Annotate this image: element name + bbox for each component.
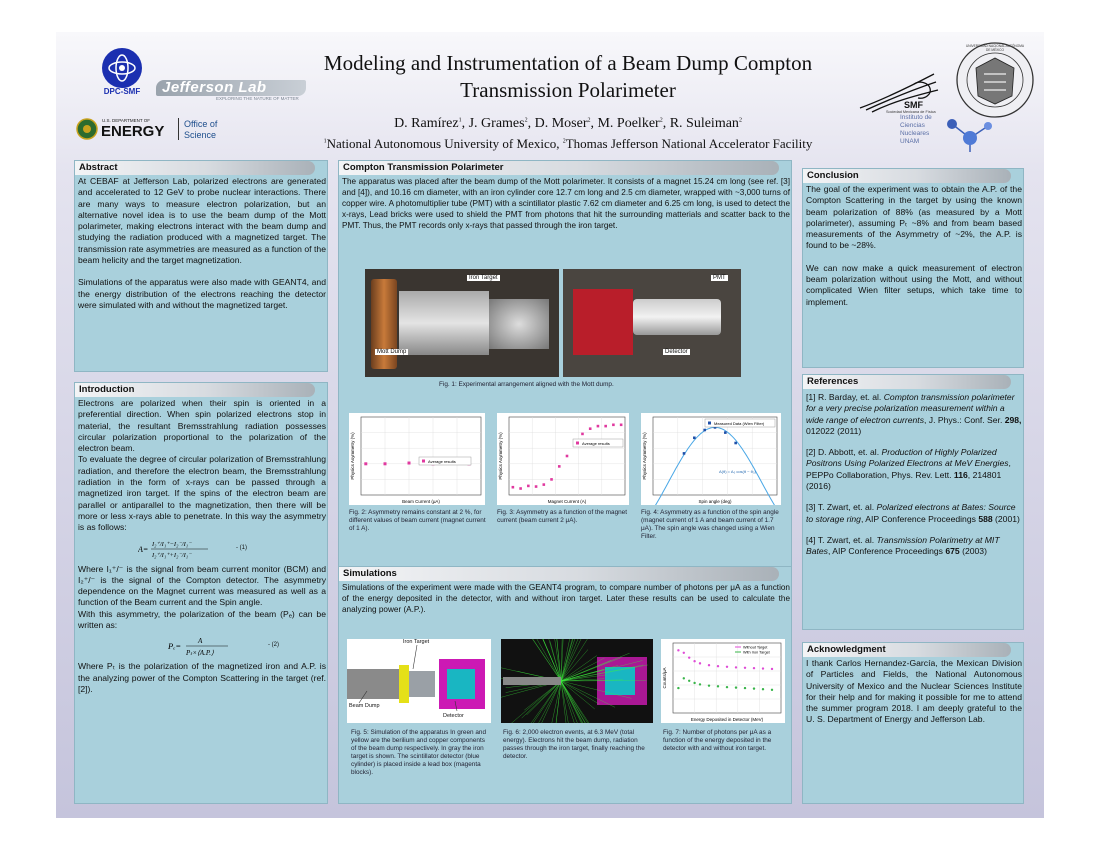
data-point	[708, 664, 710, 666]
fig5-iron-label: Iron Target	[403, 639, 430, 645]
conclusion-heading: Conclusion	[803, 169, 1011, 183]
compton-heading: Compton Transmission Polarimeter	[339, 161, 779, 175]
data-point	[408, 462, 411, 465]
equation-2	[78, 633, 326, 659]
doe-science-text: Science	[184, 130, 217, 140]
smf-logo	[852, 70, 942, 116]
data-point	[744, 687, 746, 689]
legend-marker	[708, 422, 711, 425]
legend-label: Average results	[428, 459, 456, 464]
abstract-panel	[74, 160, 328, 372]
acknowledgment-text: I thank Carlos Hernandez-García, the Mexican Division of Particles and Fields, the National Autonomous University of Mexico and the Nuclear Sciences Institute for their help and for making it possible for me to attend the summer program 2018. I am deeply grateful to the U. S. Department of Energy and Jefferson Lab.	[806, 658, 1022, 725]
legend-label: With Iron Target	[743, 650, 770, 655]
particle-track	[521, 681, 561, 723]
particle-track	[527, 681, 561, 715]
unam-seal-icon	[954, 40, 1036, 120]
intro-paragraph-1: Electrons are polarized when their spin is oriented in a preferential direction. When spin polarized electrons stop in material, the resultant Bremsstrahlung radiation possesses circular polarization proportional to the polarization of the electron beam.	[78, 398, 326, 454]
fit-label: A(θ) = A₀ cos(θ − θ₀)	[719, 469, 756, 474]
mott-dump-label: Mott Dump	[377, 349, 407, 355]
photo-detector	[563, 269, 741, 377]
data-point	[683, 452, 686, 455]
legend-marker	[422, 460, 425, 463]
intro-paragraph-5: Where Pₜ is the polarization of the magnetized iron and A.P. is the analyzing power of the Compton Scattering in the target (ref. [2]).	[78, 661, 326, 694]
author-5: R. Suleiman$^2$	[669, 116, 742, 131]
conclusion-paragraph-1: The goal of the experiment was to obtain the A.P. of the Compton Scattering in the target by using the known beam polarization of 88% (as measured by a Mott polarimeter), assuming Pₜ ~8% and from beam based measurements of the Asymmetry of ~2%, the A.P. is found to be ~28%.	[806, 184, 1022, 251]
data-point	[735, 686, 737, 688]
introduction-panel	[74, 382, 328, 804]
fig6-caption: Fig. 6: 2,000 electron events, at 6.3 MeV (total energy). Electrons hit the beam dump, radiation passes through the iron target, finally reaching the detector.	[503, 729, 645, 760]
smf-logo-subtext: Sociedad Mexicana de Física	[886, 110, 936, 114]
reference-item-4[interactable]: [4] T. Zwart, et. al. Transmission Polarimetry at MIT Bates, AIP Conference Proceedings 675 (2003)	[806, 534, 1000, 557]
simulations-panel	[338, 566, 792, 804]
data-point	[708, 684, 710, 686]
legend-marker	[576, 442, 579, 445]
data-point	[724, 431, 727, 434]
data-point	[512, 486, 515, 489]
fig7-caption: Fig. 7: Number of photons per μA as a function of the energy deposited in the detector with and without iron target.	[663, 729, 772, 752]
author-3: D. Moser$^2$,	[534, 116, 598, 131]
equation-2-label: - (2)	[268, 642, 279, 649]
data-point	[384, 462, 387, 465]
dpc-smf-logo	[94, 46, 150, 98]
particle-track	[561, 639, 603, 681]
author-4: M. Poelker$^2$,	[597, 116, 670, 131]
jlab-logo-subtext: EXPLORING THE NATURE OF MATTER	[216, 96, 299, 101]
data-point	[558, 465, 561, 468]
fig3-plot	[497, 413, 629, 505]
reference-item-3[interactable]: [3] T. Zwart, et. al. Polarized electrons at Bates: Source to storage ring, AIP Conference Proceedings 588 (2001)	[806, 502, 1020, 524]
svg-text:Pₜ×⟨A.P.⟩: Pₜ×⟨A.P.⟩	[186, 649, 214, 658]
particle-track	[518, 639, 561, 681]
poster-title	[268, 50, 868, 104]
data-point	[771, 689, 773, 691]
conclusion-panel	[802, 168, 1024, 368]
doe-small-text: U.S. DEPARTMENT OF	[102, 118, 151, 123]
data-point	[677, 687, 679, 689]
icn-logo	[900, 114, 1010, 156]
data-point	[597, 425, 600, 428]
iron-target-label: Iron Target	[469, 275, 498, 281]
simulations-text: Simulations of the experiment were made with the GEANT4 program, to compare number of photons per μA as a function of the energy deposited in the detector, with and without iron target. Later these results can be used to calculate the analyzing power (A.P.).	[342, 583, 790, 614]
jlab-logo-text: Jefferson Lab	[162, 79, 267, 96]
fig4-chart	[641, 413, 781, 505]
data-point	[735, 666, 737, 668]
data-point	[726, 686, 728, 688]
conclusion-paragraph-2: We can now make a quick measurement of electron beam polarization without using the Mott, and without complicated Wien filter setups, which take time to implement.	[806, 262, 1022, 307]
intro-paragraph-3: Where I₁⁺/⁻ is the signal from beam current monitor (BCM) and I₂⁺/⁻ is the signal of the Compton detector. The asymmetry dependence on the Magnet current was measured as well as a function of the Beam current and the Spin angle.	[78, 563, 326, 608]
data-point	[589, 427, 592, 430]
x-axis-label: Magnet Current (A)	[547, 499, 587, 504]
simulations-heading: Simulations	[339, 567, 779, 581]
icn-molecule-icon	[940, 114, 1000, 154]
pmt-label: PMT	[713, 275, 726, 281]
svg-text:A=: A=	[138, 544, 149, 554]
title-line-1: Modeling and Instrumentation of a Beam Dump Compton	[323, 51, 813, 75]
smf-logo-text: SMF	[904, 100, 923, 110]
unam-seal	[954, 40, 1036, 120]
data-point	[683, 677, 685, 679]
particle-track	[561, 681, 597, 723]
affiliations: $^1$National Autonomous University of Mexico, $^2$Thomas Jefferson National Accelerator Facility	[323, 136, 813, 151]
acknowledgment-panel	[802, 642, 1024, 804]
data-point	[364, 462, 367, 465]
references-panel	[802, 374, 1024, 630]
fig4-caption: Fig. 4: Asymmetry as a function of the spin angle (magnet current of 1 A and beam current of 1.7 μA). The spin angle was changed using a Wien Filter.	[641, 509, 779, 540]
data-point	[550, 478, 553, 481]
data-point	[604, 425, 607, 428]
fig7-plot	[661, 639, 785, 723]
data-point	[693, 660, 695, 662]
abstract-paragraph-1: At CEBAF at Jefferson Lab, polarized electrons are generated and accelerated to 12 GeV to probe nuclear interactions. There are many ways to measure electron polarization, but an alternative novel idea is to use the beam dump of the Mott polarimeter, making electrons interact with the beam dump and studying the radiation produced with a magnetized target. The transmission rate asymmetries are measured as a function of the beam helicity and the target magnetization.	[78, 176, 326, 266]
data-point	[699, 662, 701, 664]
fig6-image	[501, 639, 653, 723]
x-axis-label: Energy Deposited in Detector (MeV)	[690, 717, 764, 722]
data-point	[519, 487, 522, 490]
fig3-chart	[497, 413, 629, 505]
introduction-text	[78, 398, 326, 695]
fig3-caption: Fig. 3: Asymmetry as a function of the magnet current (beam current 2 μA).	[497, 509, 628, 524]
icn-text-4: UNAM	[900, 138, 920, 145]
fig2-plot	[349, 413, 485, 505]
particle-track	[561, 650, 588, 681]
fig6-tracks-render	[501, 639, 653, 723]
author-2: J. Grames$^2$,	[468, 116, 535, 131]
data-point	[699, 683, 701, 685]
introduction-heading: Introduction	[75, 383, 315, 397]
doe-divider	[178, 118, 179, 140]
data-point	[744, 667, 746, 669]
references-heading: References	[803, 375, 1011, 389]
y-axis-label: Counts/μA	[662, 667, 667, 689]
author-list	[268, 116, 868, 132]
data-point	[693, 682, 695, 684]
fig7-chart	[661, 639, 785, 723]
data-point	[688, 680, 690, 682]
data-point	[753, 687, 755, 689]
data-point	[693, 437, 696, 440]
data-point	[581, 433, 584, 436]
fig2-chart	[349, 413, 485, 505]
icn-text-1: Instituto de	[900, 114, 932, 121]
intro-paragraph-4: With this asymmetry, the polarization of the beam (Pₑ) can be written as:	[78, 608, 326, 631]
data-point	[620, 424, 623, 427]
intro-paragraph-2: To evaluate the degree of circular polarization of Bremsstrahlung radiation, and therefore the electron beam, the Bremsstrahlung radiation in the form of x-rays can be passed through a magnetized iron target. If the spins of the electron beam are parallel or antiparallel to the magnetization, then there will be more or less x-rays able to penetrate. In this way the asymmetry is as follows:	[78, 454, 326, 533]
particle-track	[530, 639, 561, 681]
abstract-heading: Abstract	[75, 161, 315, 175]
equation-1	[78, 536, 326, 562]
data-point	[543, 483, 546, 486]
particle-track	[561, 681, 594, 723]
conclusion-text	[806, 184, 1022, 319]
svg-text:Pₑ=: Pₑ=	[168, 641, 182, 652]
acknowledgment-heading: Acknowledgment	[803, 643, 1011, 657]
svg-text:I₂⁺/I₁⁺−I₂⁻/I₁⁻: I₂⁺/I₁⁺−I₂⁻/I₁⁻	[152, 540, 192, 548]
data-point	[683, 652, 685, 654]
abstract-text	[78, 176, 326, 322]
data-point	[762, 688, 764, 690]
data-point	[726, 666, 728, 668]
fig5-caption: Fig. 5: Simulation of the apparatus In green and yellow are the berilium and copper components of the beam dump respectively. In gray the iron target is shown. The scintillator detector (blue cylinder) is placed inside a lead box (magenta blocks).	[351, 729, 486, 776]
beam-dump-shape	[503, 677, 561, 685]
abstract-paragraph-2: Simulations of the apparatus were also made with GEANT4, and the energy distribution of the electrons reaching the detector were simulated with and without the magnetized target.	[78, 277, 326, 310]
y-axis-label: Physics Asymmetry (%)	[350, 432, 355, 480]
doe-energy-text: ENERGY	[101, 123, 165, 140]
compton-text: The apparatus was placed after the beam dump of the Mott polarimeter. It consists of a magnet 15.24 cm long (see ref. [3] and [4]), and 10.16 cm diameter, with an iron cylinder core 12.7 cm long and 2.5 cm diameter, wrapped with ~3,000 turns of copper wire. A photomultiplier tube (PMT) with a scintillator plastic 7.62 cm diameter and 6.25 cm long, is used to detect the x-rays, Lead bricks were used to shield the PMT from photons that hit the surrounding matterials and scatter back to the PMT. Thus, the PMT records only x-rays that passed through the iron target.	[342, 177, 790, 230]
fig5-dump-label: Beam Dump	[349, 703, 380, 709]
y-axis-label: Physics Asymmetry (%)	[642, 432, 647, 480]
fig5-image	[347, 639, 491, 723]
x-axis-label: Beam Current (μA)	[402, 499, 440, 504]
detector-label: Detector	[665, 349, 688, 355]
y-axis-label: Physics Asymmetry (%)	[498, 432, 503, 480]
particle-track	[561, 681, 594, 723]
doe-seal-icon	[76, 118, 98, 140]
data-point	[688, 656, 690, 658]
reference-item-1[interactable]: [1] R. Barday, et. al. Compton transmission polarimeter for a very precise polarization measurement within a wide range of electron currents, J. Phys.: Conf. Ser. 298, 012022 (2011)	[806, 392, 1022, 436]
photo-mott-dump	[365, 269, 559, 377]
data-point	[753, 667, 755, 669]
data-point	[734, 442, 737, 445]
poster	[56, 32, 1044, 818]
doe-office-text: Office of	[184, 119, 218, 129]
data-point	[527, 485, 530, 488]
icn-text-2: Ciencias	[900, 122, 925, 129]
svg-text:A: A	[198, 637, 203, 646]
data-point	[762, 667, 764, 669]
particle-track	[522, 681, 561, 718]
icn-text-3: Nucleares	[900, 130, 930, 137]
data-point	[566, 455, 569, 458]
data-point	[717, 685, 719, 687]
fig5-simulation-render	[347, 639, 491, 723]
plot-frame	[361, 417, 481, 495]
data-point	[677, 649, 679, 651]
doe-logo	[76, 116, 246, 144]
data-point	[535, 485, 538, 488]
fig5-detector-label: Detector	[443, 713, 464, 719]
fig2-caption: Fig. 2: Asymmetry remains constant at 2 %, for different values of beam current (magnet current of 1 A).	[349, 509, 486, 532]
particle-track	[547, 681, 561, 723]
data-point	[717, 665, 719, 667]
particle-track	[550, 641, 561, 681]
data-point	[612, 424, 615, 427]
data-point	[771, 668, 773, 670]
fig1-caption: Fig. 1: Experimental arrangement aligned with the Mott dump.	[439, 381, 614, 388]
legend-label: Average results	[582, 441, 610, 446]
particle-track	[520, 681, 561, 723]
title-line-2: Transmission Polarimeter	[460, 78, 676, 102]
data-point	[703, 429, 706, 432]
dpc-logo-text: DPC-SMF	[103, 87, 141, 96]
particle-track	[552, 639, 561, 681]
author-1: D. Ramírez$^1$,	[394, 116, 469, 131]
plot-frame	[653, 417, 777, 495]
svg-text:I₂⁺/I₁⁺+I₂⁻/I₁⁻: I₂⁺/I₁⁺+I₂⁻/I₁⁻	[152, 551, 192, 559]
unam-ring-text: UNIVERSIDAD NACIONAL AUTÓNOMA DE MÉXICO	[966, 44, 1024, 52]
x-axis-label: Spin angle (deg)	[698, 499, 732, 504]
equation-1-label: - (1)	[236, 544, 247, 551]
fig4-plot	[641, 413, 781, 505]
reference-item-2[interactable]: [2] D. Abbott, et. al. Production of Highly Polarized Positrons Using Polarized Electrons at MeV Energies, PEPPo Collaboration, Phys. Rev. Lett. 116, 214801 (2016)	[806, 447, 1011, 492]
references-list	[806, 392, 1022, 568]
legend-label: Without Target	[743, 645, 768, 650]
compton-panel	[338, 160, 792, 572]
legend-label: Measured Data (Wien Filter)	[714, 421, 765, 426]
